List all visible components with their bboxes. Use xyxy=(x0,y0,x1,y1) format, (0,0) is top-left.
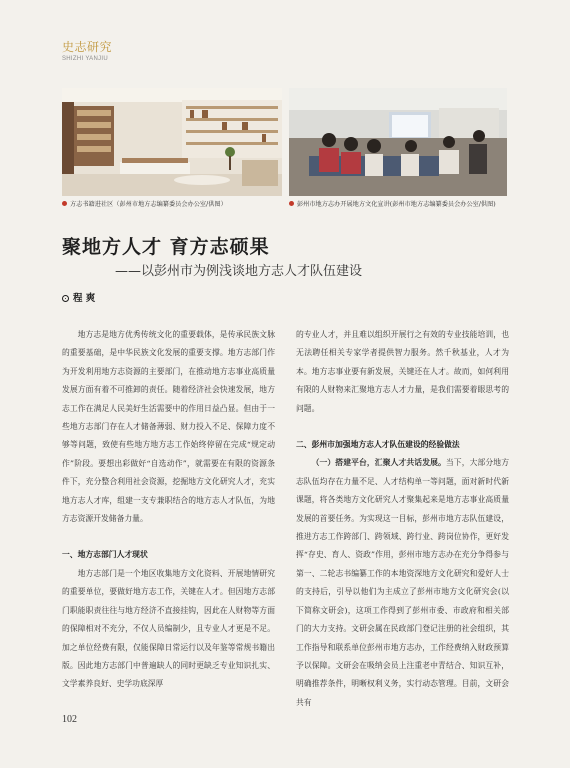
section-header xyxy=(62,38,112,62)
article-title: 聚地方人才 育方志硕果 xyxy=(62,236,270,258)
subsection-lead: （一）搭建平台，汇聚人才共话发展。 xyxy=(311,458,446,468)
photo-caption-right xyxy=(289,200,509,210)
caption-text: 彭州市地方志办开展地方文化宣讲(彭州市地方志编纂委员会办公室/供图) xyxy=(297,201,496,208)
photo-caption-left xyxy=(62,200,284,210)
author-bullet-icon xyxy=(62,295,69,302)
text-column-right xyxy=(296,326,509,712)
article-subtitle: ——以彭州市为例浅谈地方志人才队伍建设 xyxy=(115,264,363,279)
paragraph: 的专业人才，并且难以组织开展行之有效的专业技能培训，也无法聘任相关专家学者提供智力服务。然千秋基业，人才为本。地方志事业要有新发展，关键还在人才。故而，如何利用有限的人财物来汇聚地方志人才力量，是我们需要着眼思考的问题。 xyxy=(296,330,509,413)
photo-bookstore xyxy=(62,88,282,196)
photo-lecture xyxy=(289,88,507,196)
section-title: 史志研究 xyxy=(62,40,113,54)
section-heading: 二、彭州市加强地方志人才队伍建设的经验做法 xyxy=(296,440,460,450)
paragraph: 地方志是地方优秀传统文化的重要载体，是传承民族文脉的重要基础，是中华民族文化发展的重要支撑。地方志部门作为开发利用地方志资源的主要部门，在推动地方志事业高质量发展方面有着不可推卸的责任。随着经济社会快速发展，地方志工作在满足人民美好生活需要中的作用日益凸显。但由于一些地方志部门存在人才储备薄弱、财力投入不足、保障力度不够等问题，致使有些地方地方志工作始终停留在完成“规定动作”阶段。要想出彩做好“自选动作”，就需要在有限的资源条件下，充分整合利用社会资源，挖掘地方文化研究人才，充实地方志人才库，组建一支专兼职结合的地方志人才队伍，为地方志资源开发储备力量。 xyxy=(62,330,275,524)
caption-bullet-icon xyxy=(62,201,67,206)
section-pinyin: SHIZHI YANJIU xyxy=(62,56,109,62)
paragraph-body: 当下，大部分地方志队伍均存在力量不足、人才结构单一等问题，面对新时代新课题，将各类地方文化研究人才聚集起来是地方志事业高质量发展的首要任务。为实现这一目标，彭州市地方志队伍建设，推进方志工作跨部门、跨领域、跨行业、跨岗位协作，更好发挥“存史、育人、资政”作用，彭州市地方志办在充分争得参与第一、二轮志书编纂工作的本地资深地方文化研究和爱好人士的支持后，引导以他们为主成立了彭州市地方文化研究会(以下简称文研会)，这项工作得到了彭州市委、市政府和相关部门的大力支持。文研会属在民政部门登记注册的社会组织，其工作指导和联系单位彭州市地方志办，工作经费纳入财政预算予以保障。文研会在吸纳会员上注重老中青结合、知识互补，明确推荐条件，明晰权利义务，实行动态管理。目前，文研会共有 xyxy=(296,458,510,707)
page-number: 102 xyxy=(62,714,77,725)
author-line xyxy=(62,290,95,304)
section-heading: 一、地方志部门人才现状 xyxy=(62,550,148,560)
author-name: 程 爽 xyxy=(73,293,96,304)
text-column-left xyxy=(62,326,275,694)
caption-text: 方志书籍进社区（彭州市地方志编纂委员会办公室/供图） xyxy=(70,201,227,208)
caption-bullet-icon xyxy=(289,201,294,206)
paragraph xyxy=(296,454,509,712)
paragraph: 地方志部门是一个地区收集地方文化资料、开展地情研究的重要单位，要做好地方志工作，关键在人才。但因地方志部门职能职责往往与地方经济不直接挂钩，因此在人财物等方面的保障相对不充分，不仅人员编制少，且专业人才更是不足。加之单位经费有限，仅能保障日常运行以及年鉴等常规书籍出版。因此地方志部门中普遍缺人的同时更缺乏专业知识扎实、文学素养良好、史学功底深厚 xyxy=(62,568,275,689)
